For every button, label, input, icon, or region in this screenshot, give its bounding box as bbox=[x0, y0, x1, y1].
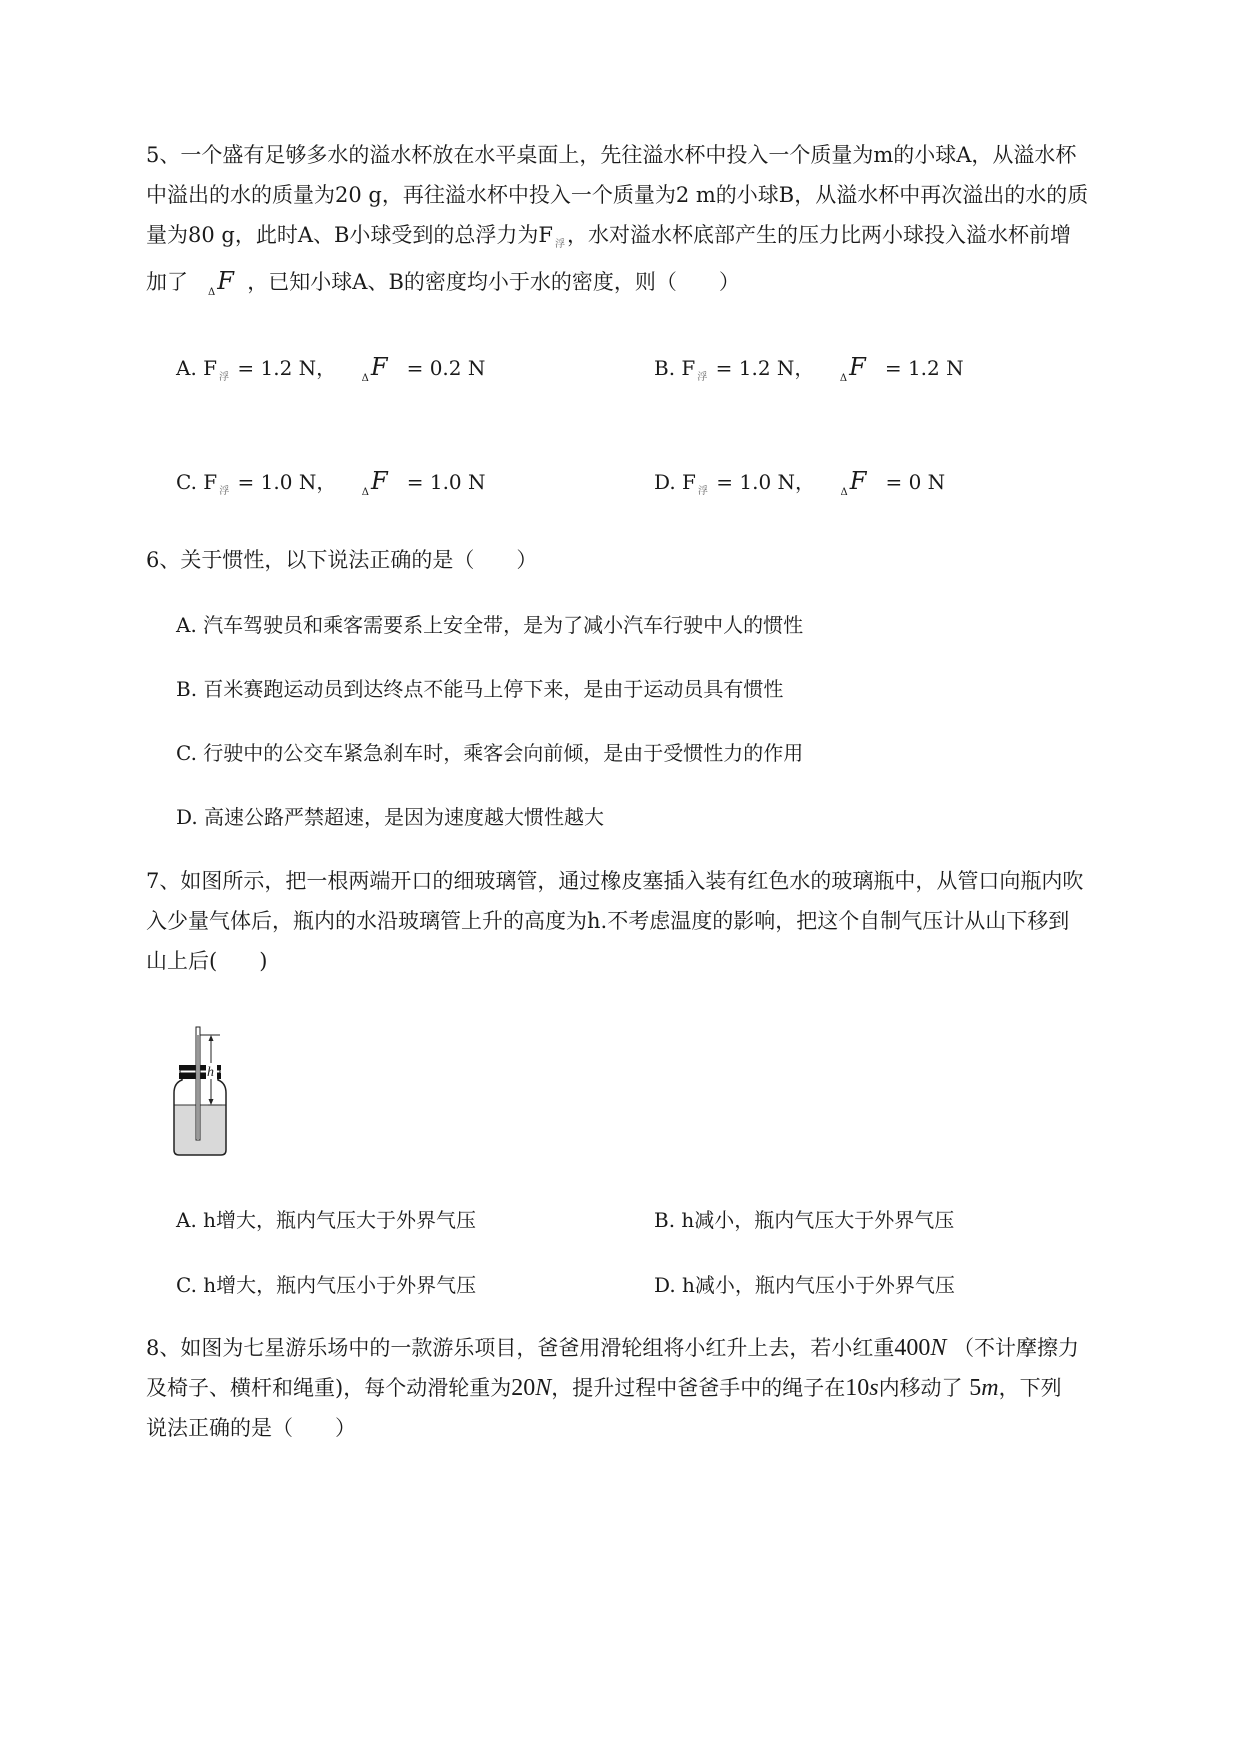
q7-stem-line-1: 7、如图所示，把一根两端开口的细玻璃管，通过橡皮塞插入装有红色水的玻璃瓶中，从管口向瓶内吹 bbox=[146, 869, 1084, 893]
q6-option-b[interactable]: B. 百米赛跑运动员到达终点不能马上停下来，是由于运动员具有惯性 bbox=[176, 677, 784, 701]
q7-stem-line-2: 入少量气体后，瓶内的水沿玻璃管上升的高度为h.不考虑温度的影响，把这个自制气压计从山下移到 bbox=[146, 909, 1070, 933]
q5-stem-line-2: 中溢出的水的质量为20 g，再往溢水杯中投入一个质量为2 m的小球B，从溢水杯中再次溢出的水的质 bbox=[146, 183, 1089, 207]
q6-stem: 6、关于惯性，以下说法正确的是（ ） bbox=[146, 548, 538, 572]
h-arrow-up bbox=[209, 1035, 214, 1041]
q7-option-b[interactable]: B. h减小，瓶内气压大于外界气压 bbox=[654, 1208, 955, 1232]
q5-stem-line-1: 5、一个盛有足够多水的溢水杯放在水平桌面上，先往溢水杯中投入一个质量为m的小球A，从溢水杯 bbox=[146, 143, 1077, 167]
q7-option-d[interactable]: D. h减小，瓶内气压小于外界气压 bbox=[654, 1273, 955, 1297]
q8-stem-line-3: 说法正确的是（ ） bbox=[146, 1416, 356, 1440]
h-label: h bbox=[207, 1065, 214, 1080]
q6-option-c[interactable]: C. 行驶中的公交车紧急刹车时，乘客会向前倾，是由于受惯性力的作用 bbox=[176, 741, 804, 765]
q5-option-d[interactable]: D. F $_浮$ = 1.0 N， $_\Delta$F = 0 N bbox=[654, 467, 946, 498]
q7-stem-line-3: 山上后( ) bbox=[146, 949, 268, 973]
q6-option-d[interactable]: D. 高速公路严禁超速，是因为速度越大惯性越大 bbox=[176, 805, 605, 829]
q5-option-a[interactable]: A. F $_浮$ = 1.2 N， $_\Delta$F = 0.2 N bbox=[176, 353, 486, 384]
q7-option-a[interactable]: A. h增大，瓶内气压大于外界气压 bbox=[176, 1208, 477, 1232]
q7-option-c[interactable]: C. h增大，瓶内气压小于外界气压 bbox=[176, 1273, 477, 1297]
q5-stem-line-3: 量为80 g，此时A、B小球受到的总浮力为F $_浮$，水对溢水杯底部产生的压力比两小球投入溢水杯前增 bbox=[146, 223, 1072, 250]
tube-liquid-column bbox=[197, 1035, 199, 1140]
barometer-bottle-figure bbox=[168, 1025, 258, 1160]
q6-option-a[interactable]: A. 汽车驾驶员和乘客需要系上安全带，是为了减小汽车行驶中人的惯性 bbox=[176, 613, 804, 637]
q8-stem-line-1: 8、如图为七星游乐场中的一款游乐项目，爸爸用滑轮组将小红升上去，若小红重400N （不计摩擦力 bbox=[146, 1335, 1080, 1361]
q5-option-c[interactable]: C. F $_浮$ = 1.0 N， $_\Delta$F = 1.0 N bbox=[176, 467, 486, 498]
q5-option-b[interactable]: B. F $_浮$ = 1.2 N， $_\Delta$F = 1.2 N bbox=[654, 353, 964, 384]
q8-stem-line-2: 及椅子、横杆和绳重)，每个动滑轮重为20N，提升过程中爸爸手中的绳子在10s内移动了 5m，下列 bbox=[146, 1375, 1062, 1401]
q5-stem-line-4: 加了 $_\Delta$F ，已知小球A、B的密度均小于水的密度，则（ ） bbox=[146, 267, 740, 298]
h-arrow-down bbox=[209, 1099, 214, 1105]
